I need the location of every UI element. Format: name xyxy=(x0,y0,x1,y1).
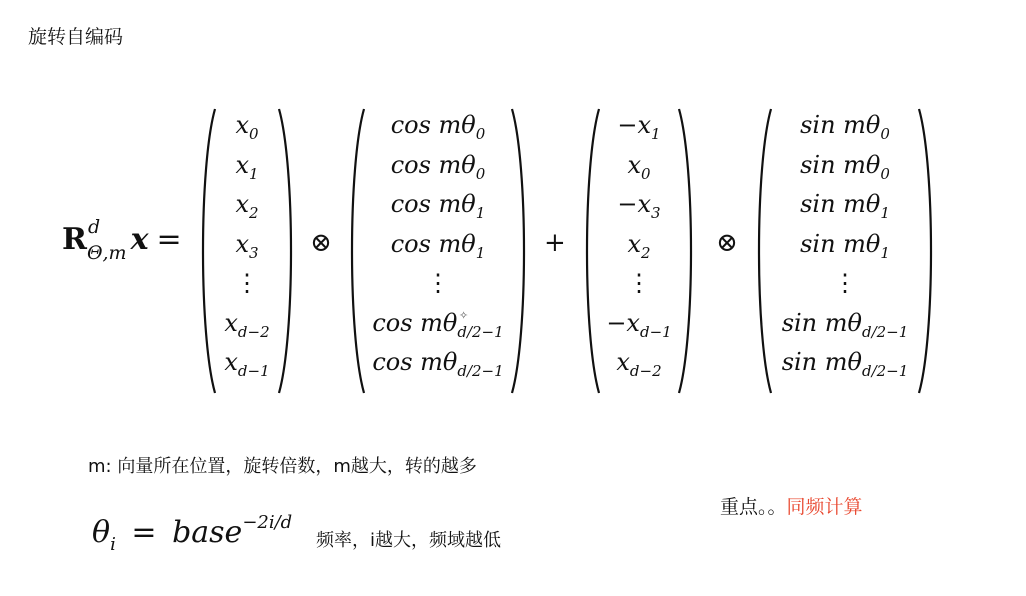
vector1-entry: $x_{d-1}$ xyxy=(224,348,270,380)
vector2-entry: $\cos m\theta_1$ xyxy=(390,229,486,262)
rotation-matrix-subscript: Θ,m xyxy=(86,242,127,264)
vector-cos xyxy=(345,106,531,396)
vector4-entry: ⋮ xyxy=(833,269,857,297)
equals-sign: = xyxy=(156,222,182,257)
vector4-entry: $\sin m\theta_{d/2-1}$ xyxy=(781,308,909,341)
vector2-entry: $\cos m\theta_1$ xyxy=(390,190,486,222)
note-m-explanation: m: 向量所在位置，旋转倍数，m越大，转的越多 xyxy=(88,456,477,477)
left-paren xyxy=(752,106,774,396)
right-paren xyxy=(276,106,298,396)
right-paren xyxy=(916,106,938,396)
right-paren xyxy=(676,106,698,396)
key-point-prefix: 重点。。 xyxy=(720,496,787,518)
formula-equals: = xyxy=(131,515,157,550)
vector1-entry: $x_0$ xyxy=(235,111,259,143)
vector2-entry: $\cos m\theta_{d/2-1}$ xyxy=(372,348,504,380)
note-theta-explanation: 频率，i越大，频域越低 xyxy=(316,530,501,551)
plus-operator: + xyxy=(544,228,566,258)
vector1-entry: $x_1$ xyxy=(235,150,259,183)
right-paren xyxy=(509,106,531,396)
vector3-entry: $x_0$ xyxy=(627,150,651,183)
vector2-entry: $\cos m\theta_0$ xyxy=(390,111,486,143)
vector-x xyxy=(196,106,298,396)
left-paren xyxy=(196,106,218,396)
page-title: 旋转自编码 xyxy=(28,26,124,48)
vector1-entry: $x_{d-2}$ xyxy=(224,308,270,341)
vector3-entry: $-x_1$ xyxy=(617,111,661,143)
vector-x-rows xyxy=(216,106,278,396)
frequency-formula xyxy=(92,512,292,555)
vector2-entry: $\cos m\theta_{d/2-1}$ xyxy=(372,308,504,341)
rotation-matrix-symbol: R xyxy=(62,222,87,257)
vector3-entry: $-x_3$ xyxy=(617,190,661,222)
otimes-operator-2: ⊗ xyxy=(716,228,738,258)
vector4-entry: $\sin m\theta_1$ xyxy=(800,229,890,262)
vector4-entry: $\sin m\theta_0$ xyxy=(800,150,890,183)
vector3-entry: ⋮ xyxy=(627,269,651,297)
theta-subscript: i xyxy=(110,534,116,555)
vector2-entry: ⋮ xyxy=(426,269,450,297)
vector1-entry: $x_2$ xyxy=(235,190,259,222)
vector2-entry: $\cos m\theta_0$ xyxy=(390,150,486,183)
cursor-diamond-icon: ✧ xyxy=(459,309,469,322)
vector1-entry: $x_3$ xyxy=(235,229,259,262)
formula-base: base xyxy=(172,515,243,550)
theta-symbol: θ xyxy=(92,515,111,550)
rotation-matrix-superscript: d xyxy=(88,216,101,238)
equation-lhs xyxy=(62,216,182,264)
vector3-entry: $-x_{d-1}$ xyxy=(606,308,672,341)
vector3-entry: $x_2$ xyxy=(627,229,651,262)
vector-sin xyxy=(752,106,938,396)
vector4-entry: $\sin m\theta_0$ xyxy=(800,111,890,143)
left-paren xyxy=(580,106,602,396)
left-paren xyxy=(345,106,367,396)
formula-exponent: −2i/d xyxy=(242,512,293,533)
vector3-entry: $x_{d-2}$ xyxy=(616,348,662,380)
vector-rotated-x xyxy=(580,106,698,396)
lhs-vector-symbol: x xyxy=(130,222,149,257)
key-point-note xyxy=(720,492,863,519)
vector-sin-rows xyxy=(772,106,918,396)
vector4-entry: $\sin m\theta_1$ xyxy=(800,190,890,222)
vector1-entry: ⋮ xyxy=(235,269,259,297)
vector-rotated-x-rows xyxy=(600,106,678,396)
vector-cos-rows xyxy=(365,106,511,396)
otimes-operator-1: ⊗ xyxy=(310,228,332,258)
vector4-entry: $\sin m\theta_{d/2-1}$ xyxy=(781,348,909,380)
key-point-highlight: 同频计算 xyxy=(786,496,863,518)
